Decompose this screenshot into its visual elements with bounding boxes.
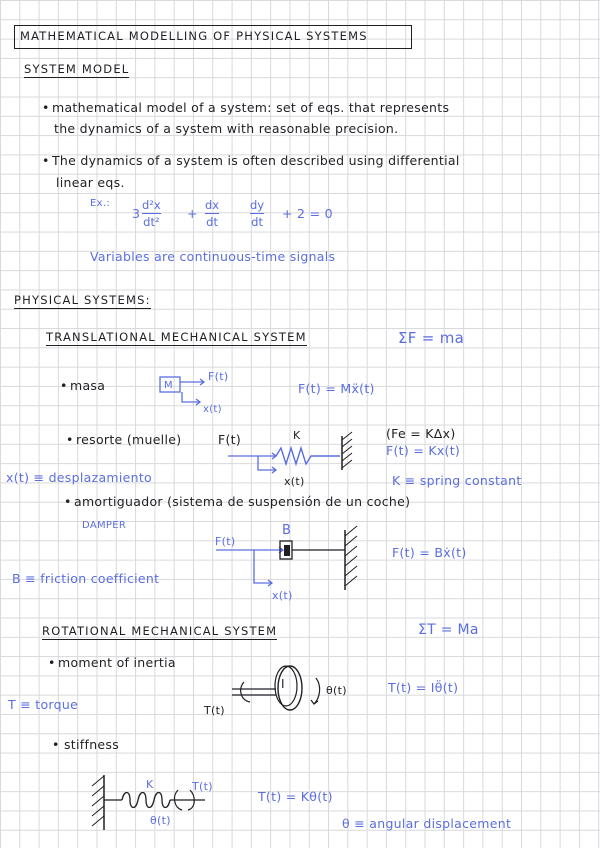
theta-arrow — [314, 678, 320, 704]
eq-frac1-den: dt² — [143, 215, 160, 229]
bullet-dot: • — [42, 100, 50, 115]
angular-note: θ ≡ angular displacement — [342, 816, 512, 831]
bullet-dot: • — [42, 153, 50, 168]
dynamics-line2: linear eqs. — [56, 175, 125, 190]
bullet-dot: • — [48, 655, 56, 670]
damper-disp-arrow — [254, 550, 272, 583]
damper-equation: F(t) = Bẋ(t) — [392, 545, 467, 560]
bullet-dot: • — [64, 494, 72, 509]
spring-k-label: K — [293, 429, 301, 442]
stiffness-equation: T(t) = Kθ(t) — [258, 789, 333, 804]
friction-note: B ≡ friction coefficient — [12, 571, 160, 586]
displacement-note: x(t) ≡ desplazamiento — [6, 470, 153, 485]
bullet-dot: • — [60, 378, 68, 393]
damper-b-label: B — [282, 523, 292, 538]
eq-coefficient: 3 — [132, 206, 141, 221]
rotational-heading: ROTATIONAL MECHANICAL SYSTEM — [42, 624, 278, 638]
inertia-torque-label: T(t) — [204, 704, 225, 717]
translational-heading: TRANSLATIONAL MECHANICAL SYSTEM — [46, 330, 307, 344]
torque-note: T ≡ torque — [8, 697, 79, 712]
wall-hatch — [342, 432, 352, 468]
damper-piston — [284, 545, 290, 556]
example-label: Ex.: — [90, 198, 110, 209]
eq-frac2-den: dt — [206, 215, 218, 229]
stiffness-label: stiffness — [64, 737, 120, 752]
damper-force-label: F(t) — [215, 535, 236, 548]
spring-zigzag — [276, 448, 340, 464]
bullet-dot: • — [52, 737, 60, 752]
newton-law: ΣF = ma — [398, 329, 465, 347]
stiff-k-label: K — [146, 778, 154, 791]
masa-label: masa — [70, 378, 106, 393]
wall-hatch — [92, 776, 104, 826]
mass-box-label: M — [164, 380, 173, 391]
continuous-time-note: Variables are continuous-time signals — [90, 249, 336, 264]
damper-label: amortiguador (sistema de suspensión de un coche) — [74, 494, 411, 509]
eq-tail: + 2 = 0 — [282, 206, 333, 221]
page-title: MATHEMATICAL MODELLING OF PHYSICAL SYSTEMS — [20, 29, 368, 43]
physical-systems-heading: PHYSICAL SYSTEMS: — [14, 293, 151, 307]
system-model-heading: SYSTEM MODEL — [24, 62, 130, 76]
inertia-equation: T(t) = Iθ̈(t) — [388, 680, 459, 695]
damper-word: DAMPER — [82, 520, 127, 531]
spring-disp-label: x(t) — [284, 475, 305, 488]
spring-constant-note: K ≡ spring constant — [392, 473, 522, 488]
stiff-theta-label: θ(t) — [150, 814, 171, 827]
wall-hatch — [345, 526, 357, 586]
spring-force-label: F(t) — [218, 432, 242, 447]
torque-arrow — [241, 682, 250, 702]
mass-force-label: F(t) — [208, 370, 229, 383]
inertia-label: moment of inertia — [58, 655, 176, 670]
torsion-spring — [122, 793, 170, 808]
eq-frac3-num: dy — [250, 198, 265, 212]
model-definition-line2: the dynamics of a system with reasonable precision. — [54, 121, 399, 136]
spring-equation: F(t) = Kx(t) — [386, 443, 461, 458]
spring-fe: (Fe = KΔx) — [386, 426, 456, 441]
dynamics-line1: The dynamics of a system is often described using differential — [52, 153, 460, 168]
eq-plus: + — [187, 206, 198, 221]
model-definition-line1: mathematical model of a system: set of eqs. that represents — [52, 100, 450, 115]
inertia-i-label: I — [281, 677, 285, 691]
stiff-torque-label: T(t) — [192, 780, 213, 793]
mass-disp-label: x(t) — [203, 404, 222, 415]
eq-frac2-num: dx — [205, 198, 220, 212]
bullet-dot: • — [66, 432, 74, 447]
inertia-theta-label: θ(t) — [326, 684, 347, 697]
rotational-law: ΣT = Ma — [418, 622, 479, 638]
mass-equation: F(t) = Mẍ(t) — [298, 381, 375, 396]
eq-frac1-num: d²x — [142, 198, 161, 212]
eq-frac3-den: dt — [251, 215, 263, 229]
damper-disp-label: x(t) — [272, 589, 293, 602]
spring-label: resorte (muelle) — [76, 432, 182, 447]
